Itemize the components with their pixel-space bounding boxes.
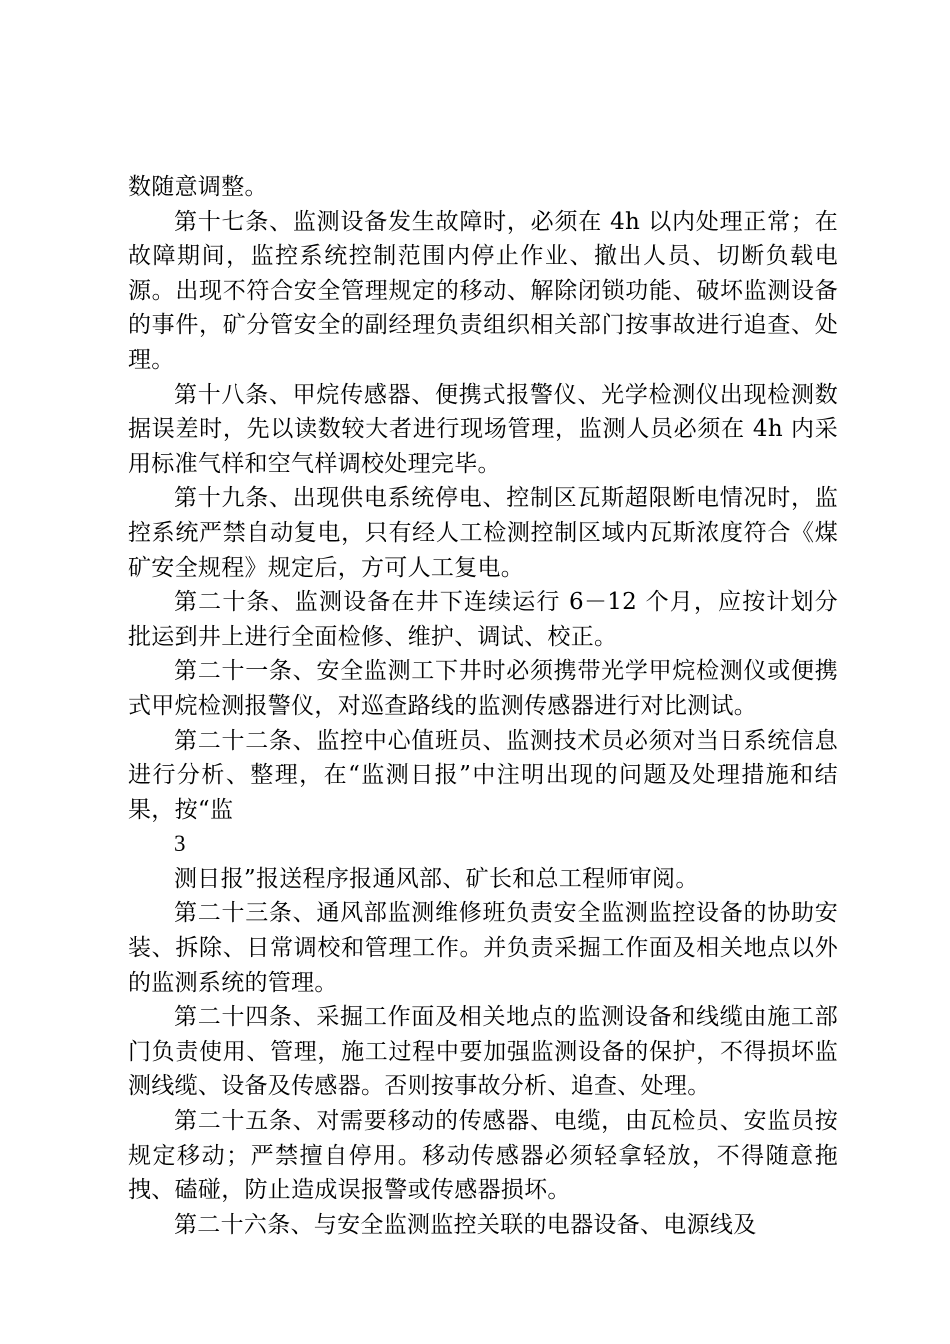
article-17-paragraph: 第十七条、监测设备发生故障时，必须在 4h 以内处理正常；在故障期间，监控系统控制范围内停止作业、撤出人员、切断负载电源。出现不符合安全管理规定的移动、解除闭锁功能、破坏监测设备的事件，矿分管安全的副经理负责组织相关部门按事故进行追查、处理。 bbox=[128, 208, 838, 373]
article-18-paragraph: 第十八条、甲烷传感器、便携式报警仪、光学检测仪出现检测数据误差时，先以读数较大者进行现场管理，监测人员必须在 4h 内采用标准气样和空气样调校处理完毕。 bbox=[128, 381, 838, 477]
page-number: 3 bbox=[174, 831, 186, 857]
article-25-paragraph: 第二十五条、对需要移动的传感器、电缆，由瓦检员、安监员按规定移动；严禁擅自停用。移动传感器必须轻拿轻放，不得随意拖拽、磕碰，防止造成误报警或传感器损坏。 bbox=[128, 1108, 838, 1204]
article-22-continuation: 测日报”报送程序报通风部、矿长和总工程师审阅。 bbox=[174, 865, 699, 892]
article-20-paragraph: 第二十条、监测设备在井下连续运行 6－12 个月，应按计划分批运到井上进行全面检修、维护、调试、校正。 bbox=[128, 589, 838, 650]
article-21-paragraph: 第二十一条、安全监测工下井时必须携带光学甲烷检测仪或便携式甲烷检测报警仪，对巡查路线的监测传感器进行对比测试。 bbox=[128, 658, 838, 719]
article-24-paragraph: 第二十四条、采掘工作面及相关地点的监测设备和线缆由施工部门负责使用、管理，施工过程中要加强监测设备的保护，不得损坏监测线缆、设备及传感器。否则按事故分析、追查、处理。 bbox=[128, 1004, 838, 1100]
article-23-paragraph: 第二十三条、通风部监测维修班负责安全监测监控设备的协助安装、拆除、日常调校和管理工作。并负责采掘工作面及相关地点以外的监测系统的管理。 bbox=[128, 900, 838, 996]
article-22-paragraph: 第二十二条、监控中心值班员、监测技术员必须对当日系统信息进行分析、整理，在“监测日报”中注明出现的问题及处理措施和结果，按“监 bbox=[128, 727, 838, 823]
article-26-paragraph: 第二十六条、与安全监测监控关联的电器设备、电源线及 bbox=[174, 1211, 757, 1238]
article-19-paragraph: 第十九条、出现供电系统停电、控制区瓦斯超限断电情况时，监控系统严禁自动复电，只有经人工检测控制区域内瓦斯浓度符合《煤矿安全规程》规定后，方可人工复电。 bbox=[128, 485, 838, 581]
document-body bbox=[128, 170, 838, 1242]
paragraph-fragment: 数随意调整。 bbox=[128, 174, 268, 200]
